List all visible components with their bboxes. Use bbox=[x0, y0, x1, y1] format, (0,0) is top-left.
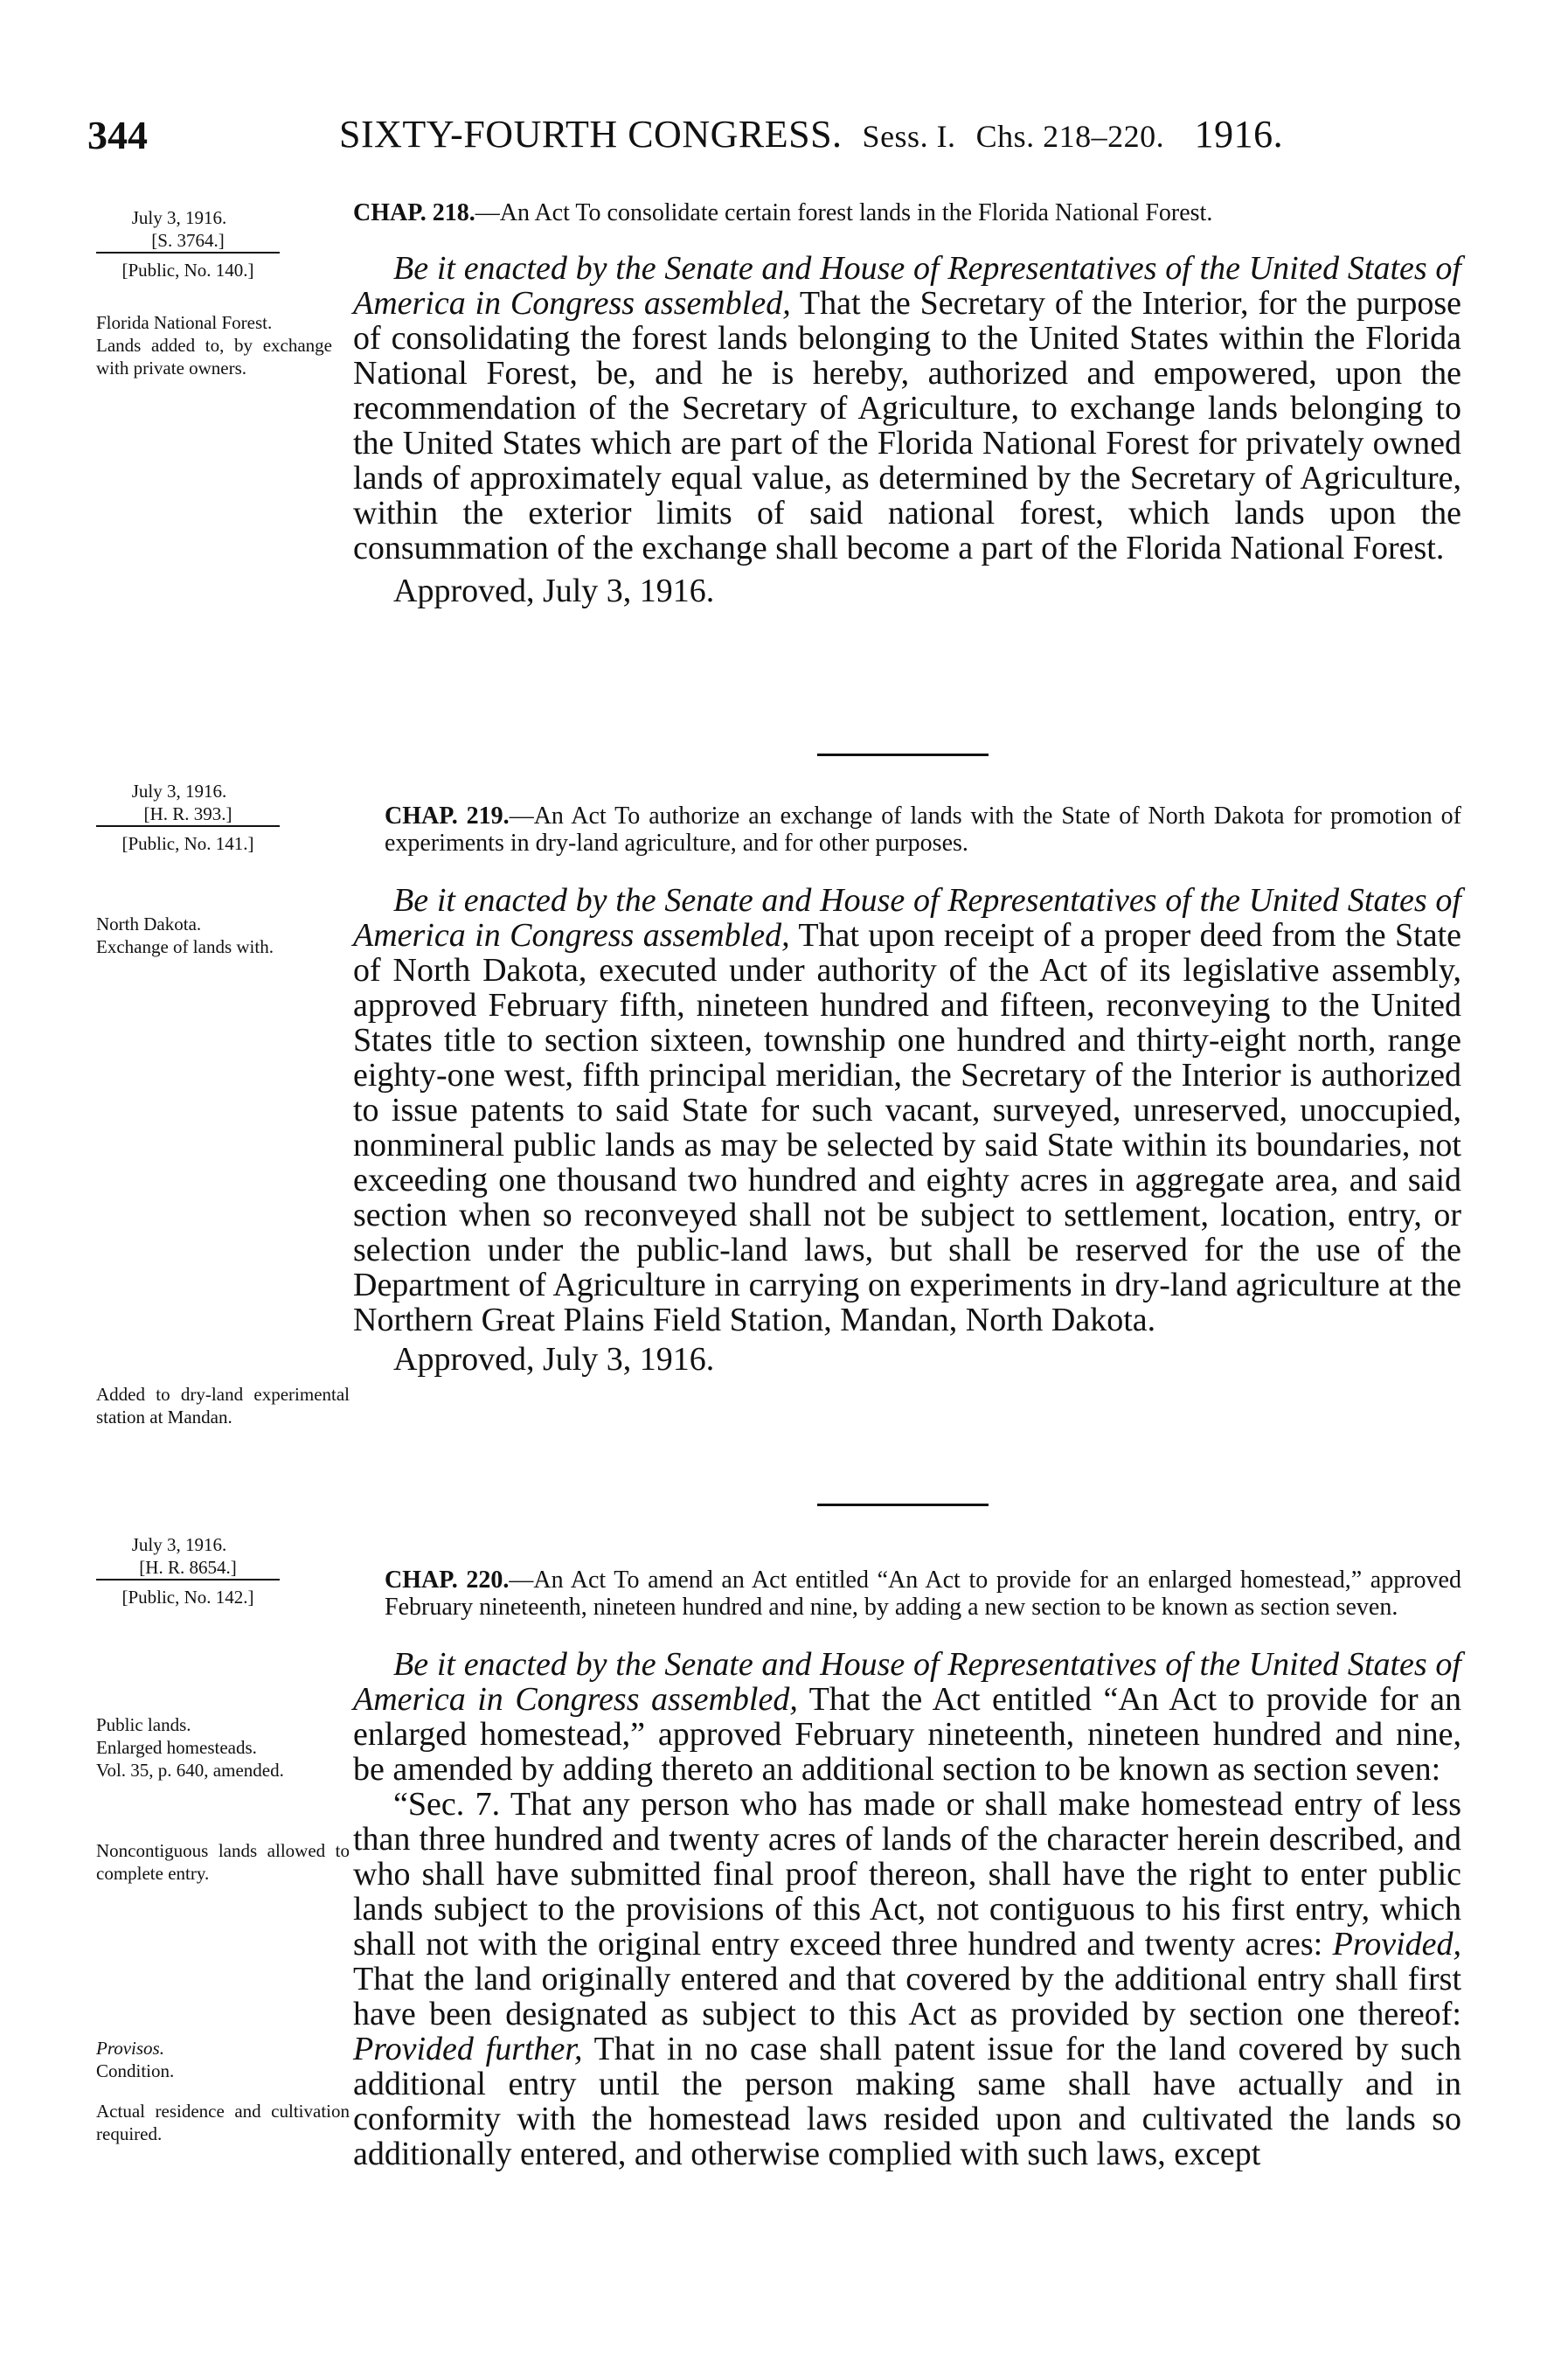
side-note: Exchange of lands with. bbox=[96, 936, 274, 957]
sec7-text-2: That the land originally entered and that covered by the additional entry shall first have been designated as subject to this Act as provided by section one thereof: bbox=[353, 1961, 1461, 2032]
running-header bbox=[0, 112, 1568, 173]
sec7-label: “Sec. 7. bbox=[393, 1786, 501, 1823]
chap220-bill: [H. R. 8654.] bbox=[96, 1556, 280, 1580]
chap219-text: That upon receipt of a proper deed from the State of North Dakota, executed under authority of the Act of its legislative assembly, approved February fifth, nineteen hundred and fifteen, reconveying to the United States title to section sixteen, township one hundred and thirty-eight north, range eighty-one west, fifth principal meridian, the Secretary of the Interior is authorized to issue patents to said State for such vacant, surveyed, unreserved, unoccupied, nonmineral public lands as may be selected by said State within its boundaries, not exceeding one thousand two hundred and eighty acres in aggregate area, and said section when so reconveyed shall not be subject to settlement, location, entry, or selection under the public-land laws, but shall be reserved for the use of the Department of Agriculture in carrying on experiments in dry-land agriculture at the Northern Great Plains Field Station, Mandan, North Dakota. bbox=[353, 917, 1461, 1338]
side-note: Vol. 35, p. 640, amended. bbox=[96, 1760, 284, 1781]
chap218-approved: Approved, July 3, 1916. bbox=[393, 573, 715, 609]
proviso-provided-further: Provided further, bbox=[353, 2031, 583, 2067]
chap218-heading bbox=[353, 199, 1461, 226]
chap219-bill: [H. R. 393.] bbox=[96, 802, 280, 827]
chap220-enacting-clause: Be it enacted by the Senate and House of Representatives of the United States of America in Congress assembled, bbox=[353, 1646, 1461, 1718]
chap218-body bbox=[353, 251, 1461, 566]
chap218-date: July 3, 1916. bbox=[131, 207, 227, 228]
chap218-enacting-clause: Be it enacted by the Senate and House of Representatives of the United States of America in Congress assembled, bbox=[353, 250, 1461, 322]
congress-title: SIXTY-FOURTH CONGRESS. bbox=[339, 113, 843, 156]
header-year: 1916. bbox=[1194, 113, 1284, 156]
sec7-text-1: That any person who has made or shall make homestead entry of less than three hundred and twenty acres of lands of the character herein described, and who shall have submitted final proof thereon, shall have the right to enter public lands subject to the provisions of this Act, not contiguous to his first entry, which shall not with the original entry exceed three hundred and twenty acres: bbox=[353, 1786, 1461, 1962]
section-separator bbox=[817, 1504, 989, 1506]
side-note: Florida National Forest. bbox=[96, 312, 273, 333]
side-note: Provisos. bbox=[96, 2038, 164, 2059]
session-label: Sess. I. bbox=[862, 119, 956, 154]
chapters-label: Chs. 218–220. bbox=[975, 119, 1165, 154]
chap218-public-number: [Public, No. 140.] bbox=[121, 260, 254, 281]
chap219-margin-citation bbox=[96, 780, 332, 855]
chap220-label: CHAP. 220. bbox=[385, 1567, 510, 1594]
chap219-enacting-clause: Be it enacted by the Senate and House of Representatives of the United States of America in Congress assembled, bbox=[353, 882, 1461, 954]
side-note: Condition. bbox=[96, 2060, 175, 2081]
side-note: Actual residence and cultivation required. bbox=[96, 2101, 350, 2144]
chap219-public-number: [Public, No. 141.] bbox=[121, 833, 254, 854]
chap220-title: —An Act To amend an Act entitled “An Act to provide for an enlarged homestead,” approved February nineteenth, nineteen hundred and nine, by adding a new section to be known as section seven. bbox=[385, 1567, 1461, 1621]
chap219-heading bbox=[353, 802, 1461, 857]
chap220-side-notes-1 bbox=[96, 1713, 350, 1782]
side-note: North Dakota. bbox=[96, 914, 202, 934]
chap218 bbox=[353, 199, 1461, 609]
chap220-heading bbox=[353, 1567, 1461, 1621]
chap218-label: CHAP. 218. bbox=[353, 199, 475, 226]
chap219-side-notes-2 bbox=[96, 1383, 350, 1428]
proviso-provided: Provided, bbox=[1332, 1926, 1461, 1962]
chap219-label: CHAP. 219. bbox=[385, 802, 510, 830]
sec7-text-3: That in no case shall patent issue for the land covered by such additional entry until the person making same shall have actually and in conformity with the homestead laws resided upon and cultivated the lands so additionally entered, and otherwise complied with such laws, except bbox=[353, 2031, 1461, 2172]
side-note: Added to dry-land experimental station at Mandan. bbox=[96, 1384, 350, 1428]
chap219-date: July 3, 1916. bbox=[131, 781, 227, 802]
chap218-title: —An Act To consolidate certain forest lands in the Florida National Forest. bbox=[475, 199, 1213, 226]
section-separator bbox=[817, 754, 989, 756]
chap220-side-notes-2 bbox=[96, 1839, 350, 1885]
side-note: Enlarged homesteads. bbox=[96, 1737, 257, 1758]
side-note: Lands added to, by exchange with private owners. bbox=[96, 335, 332, 379]
chap220-body bbox=[353, 1647, 1461, 2171]
section-seven bbox=[353, 1787, 1461, 2171]
chap218-text: That the Secretary of the Interior, for the purpose of consolidating the forest lands belonging to the United States within the Florida National Forest, be, and he is hereby, authorized and empowered, upon the recommendation of the Secretary of Agriculture, to exchange lands belonging to the United States which are part of the Florida National Forest for privately owned lands of approximately equal value, as determined by the Secretary of Agriculture, within the exterior limits of said national forest, which lands upon the consummation of the exchange shall become a part of the Florida National Forest. bbox=[353, 285, 1461, 566]
page-number: 344 bbox=[87, 113, 148, 157]
chap219-body bbox=[353, 883, 1461, 1337]
chap219-approved: Approved, July 3, 1916. bbox=[393, 1341, 715, 1378]
chap220-margin-citation bbox=[96, 1533, 332, 1608]
chap220-public-number: [Public, No. 142.] bbox=[121, 1587, 254, 1608]
chap219 bbox=[353, 802, 1461, 1378]
chap220 bbox=[353, 1567, 1461, 2171]
chap220-date: July 3, 1916. bbox=[131, 1534, 227, 1555]
side-note: Noncontiguous lands allowed to complete entry. bbox=[96, 1840, 350, 1884]
chap218-bill: [S. 3764.] bbox=[96, 229, 280, 254]
side-note: Public lands. bbox=[96, 1714, 191, 1735]
running-title bbox=[339, 112, 1283, 156]
chap219-title: —An Act To authorize an exchange of lands with the State of North Dakota for promotion of experiments in dry-land agriculture, and for other purposes. bbox=[385, 802, 1461, 857]
chap220-side-notes-3 bbox=[96, 2037, 350, 2145]
chap218-side-notes bbox=[96, 311, 332, 379]
chap218-margin-citation bbox=[96, 206, 332, 281]
chap220-text: That the Act entitled “An Act to provide for an enlarged homestead,” approved February nineteenth, nineteen hundred and nine, be amended by adding thereto an additional section to be known as section seven: bbox=[353, 1681, 1462, 1788]
chap219-side-notes-1 bbox=[96, 913, 350, 958]
